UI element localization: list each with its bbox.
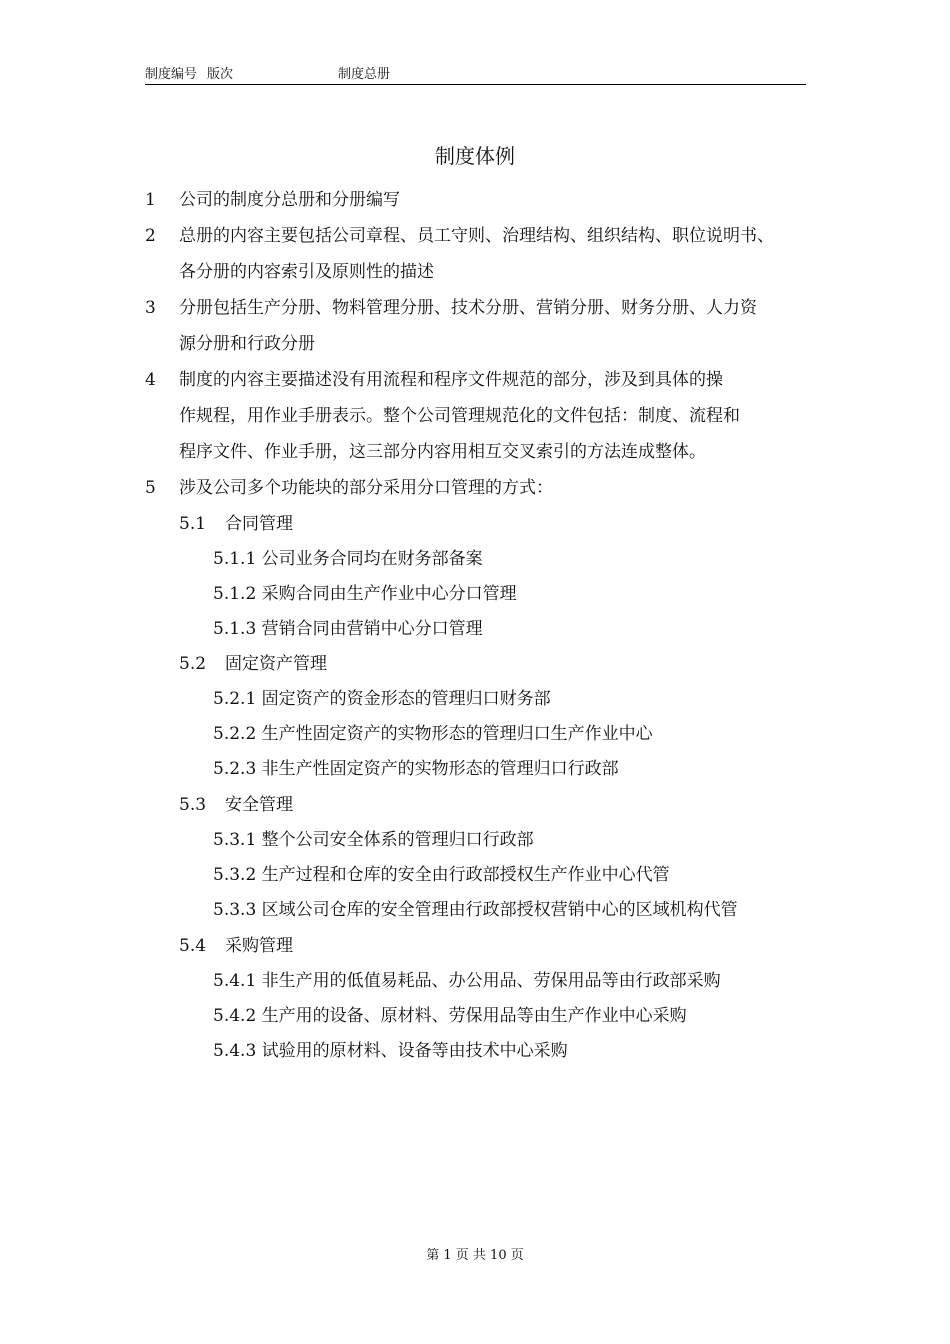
- list-item: 5.4.3 试验用的原材料、设备等由技术中心采购: [213, 1041, 568, 1061]
- subsection-title: 采购管理: [225, 936, 293, 956]
- list-item: 5.2.2 生产性固定资产的实物形态的管理归口生产作业中心: [213, 724, 653, 744]
- section-text-continued: 程序文件、作业手册，这三部分内容用相互交叉索引的方法连成整体。: [179, 442, 706, 462]
- subsection-title: 安全管理: [225, 795, 293, 815]
- subsection-number: 5.3: [179, 795, 207, 815]
- section-number: 5: [145, 478, 156, 498]
- page-header: [145, 66, 806, 85]
- section-number: 4: [145, 370, 156, 390]
- header-version-label: 版次: [207, 67, 234, 82]
- section-text: 制度的内容主要描述没有用流程和程序文件规范的部分，涉及到具体的操: [179, 370, 723, 390]
- list-item: 5.1.2 采购合同由生产作业中心分口管理: [213, 584, 517, 604]
- section-text-continued: 各分册的内容索引及原则性的描述: [179, 262, 434, 282]
- section-text-continued: 源分册和行政分册: [179, 334, 315, 354]
- list-item: 5.4.1 非生产用的低值易耗品、办公用品、劳保用品等由行政部采购: [213, 971, 721, 991]
- list-item: 5.1.3 营销合同由营销中心分口管理: [213, 619, 483, 639]
- section-text-continued: 作规程，用作业手册表示。整个公司管理规范化的文件包括：制度、流程和: [179, 406, 740, 426]
- subsection-title: 固定资产管理: [225, 654, 327, 674]
- section-number: 1: [145, 190, 156, 210]
- list-item: 5.3.1 整个公司安全体系的管理归口行政部: [213, 830, 534, 850]
- section-text: 公司的制度分总册和分册编写: [179, 190, 400, 210]
- list-item: 5.3.2 生产过程和仓库的安全由行政部授权生产作业中心代管: [213, 865, 670, 885]
- list-item: 5.3.3 区域公司仓库的安全管理由行政部授权营销中心的区域机构代管: [213, 900, 738, 920]
- section-text: 涉及公司多个功能块的部分采用分口管理的方式：: [179, 478, 553, 498]
- section-text: 分册包括生产分册、物料管理分册、技术分册、营销分册、财务分册、人力资: [179, 298, 757, 318]
- header-code-label: 制度编号: [145, 67, 198, 82]
- subsection-number: 5.4: [179, 936, 207, 956]
- subsection-title: 合同管理: [225, 514, 293, 534]
- list-item: 5.1.1 公司业务合同均在财务部备案: [213, 549, 483, 569]
- list-item: 5.2.1 固定资产的资金形态的管理归口财务部: [213, 689, 551, 709]
- list-item: 5.4.2 生产用的设备、原材料、劳保用品等由生产作业中心采购: [213, 1006, 687, 1026]
- header-volume-label: 制度总册: [338, 67, 391, 82]
- list-item: 5.2.3 非生产性固定资产的实物形态的管理归口行政部: [213, 759, 619, 779]
- document-title: 制度体例: [435, 144, 515, 168]
- section-number: 2: [145, 226, 156, 246]
- subsection-number: 5.1: [179, 514, 207, 534]
- subsection-number: 5.2: [179, 654, 207, 674]
- section-text: 总册的内容主要包括公司章程、员工守则、治理结构、组织结构、职位说明书、: [179, 226, 774, 246]
- page-footer: 第 1 页 共 10 页: [426, 1248, 524, 1263]
- section-number: 3: [145, 298, 156, 318]
